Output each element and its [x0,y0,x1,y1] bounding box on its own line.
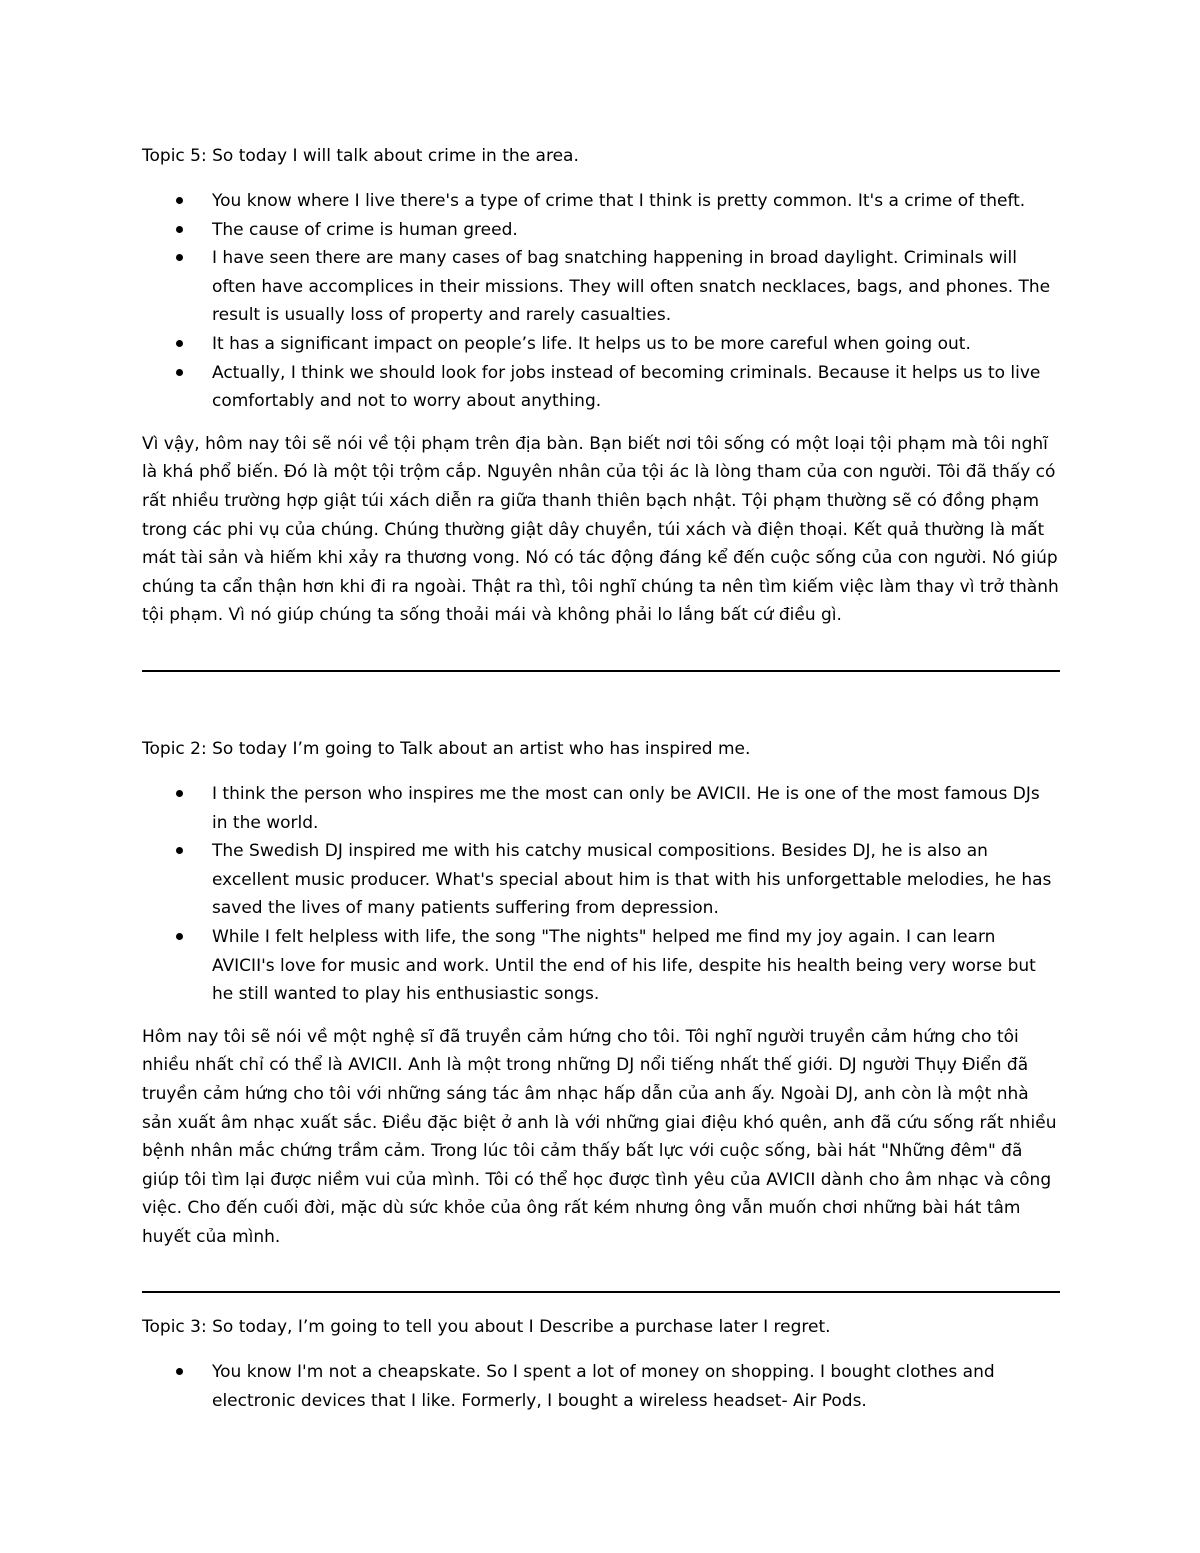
topic-5-vietnamese-paragraph: Vì vậy, hôm nay tôi sẽ nói về tội phạm trên địa bàn. Bạn biết nơi tôi sống có một loại tội phạm mà tôi nghĩ là khá phổ biến. Đó là một tội trộm cắp. Nguyên nhân của tội ác là lòng tham của con người. Tôi đã thấy có rất nhiều trường hợp giật túi xách diễn ra giữa thanh thiên bạch nhật. Tội phạm thường sẽ có đồng phạm trong các phi vụ của chúng. Chúng thường giật dây chuyền, túi xách và điện thoại. Kết quả thường là mất mát tài sản và hiếm khi xảy ra thương vong. Nó có tác động đáng kể đến cuộc sống của con người. Nó giúp chúng ta cẩn thận hơn khi đi ra ngoài. Thật ra thì, tôi nghĩ chúng ta nên tìm kiếm việc làm thay vì trở thành tội phạm. Vì nó giúp chúng ta sống thoải mái và không phải lo lắng bất cứ điều gì. [142,433,1059,626]
topic-5-bullet-list [142,187,1060,416]
topic-2-bullet-list [142,780,1060,1009]
bullet-icon [176,254,183,261]
topic-2-heading: Topic 2: So today I’m going to Talk about an artist who has inspired me. [142,739,751,759]
list-item-text: The cause of crime is human greed. [212,219,518,240]
list-item [142,923,1060,1009]
list-item [142,244,1060,330]
list-item [142,837,1060,923]
bullet-icon [176,933,183,940]
bullet-icon [176,340,183,347]
list-item-text: You know where I live there's a type of crime that I think is pretty common. It's a crime of theft. [212,191,1026,211]
list-item [142,216,1060,245]
list-item [142,187,1060,216]
topic-2-vietnamese-paragraph: Hôm nay tôi sẽ nói về một nghệ sĩ đã truyền cảm hứng cho tôi. Tôi nghĩ người truyền cảm hứng cho tôi nhiều nhất chỉ có thể là AVICII. Anh là một trong những DJ nổi tiếng nhất thế giới. DJ người Thụy Điển đã truyền cảm hứng cho tôi với những sáng tác âm nhạc hấp dẫn của anh ấy. Ngoài DJ, anh còn là một nhà sản xuất âm nhạc xuất sắc. Điều đặc biệt ở anh là với những giai điệu khó quên, anh đã cứu sống rất nhiều bệnh nhân mắc chứng trầm cảm. Trong lúc tôi cảm thấy bất lực với cuộc sống, bài hát "Những đêm" đã giúp tôi tìm lại được niềm vui của mình. Tôi có thể học được tình yêu của AVICII dành cho âm nhạc và công việc. Cho đến cuối đời, mặc dù sức khỏe của ông rất kém nhưng ông vẫn muốn chơi những bài hát tâm huyết của mình. [142,1026,1057,1247]
bullet-icon [176,226,183,233]
list-item-text: You know I'm not a cheapskate. So I spent a lot of money on shopping. I bought clothes and electronic devices that I like. Formerly, I bought a wireless headset- Air Pods. [212,1362,995,1411]
topic-5-heading: Topic 5: So today I will talk about crime in the area. [142,146,579,166]
topic-3-heading: Topic 3: So today, I’m going to tell you about I Describe a purchase later I regret. [142,1317,831,1337]
list-item-text: While I felt helpless with life, the song "The nights" helped me find my joy again. I can learn AVICII's love for music and work. Until the end of his life, despite his health being very worse but he still wanted to play his enthusiastic songs. [212,926,1036,1005]
document-page [142,0,1060,1553]
topic-5-section [142,145,1060,630]
section-divider [142,1291,1060,1293]
bullet-icon [176,847,183,854]
bullet-icon [176,369,183,376]
list-item [142,330,1060,359]
section-divider [142,670,1060,672]
bullet-icon [176,197,183,204]
bullet-icon [176,1368,183,1375]
list-item-text: I think the person who inspires me the most can only be AVICII. He is one of the most famous DJs in the world. [212,784,1040,833]
list-item [142,1358,1060,1415]
topic-3-bullet-list [142,1358,1060,1415]
list-item [142,359,1060,416]
list-item-text: I have seen there are many cases of bag snatching happening in broad daylight. Criminals will often have accomplices in their missions. They will often snatch necklaces, bags, and phones. The result is usually loss of property and rarely casualties. [212,248,1051,326]
list-item [142,780,1060,837]
list-item-text: The Swedish DJ inspired me with his catchy musical compositions. Besides DJ, he is also an excellent music producer. What's special about him is that with his unforgettable melodies, he has saved the lives of many patients suffering from depression. [212,841,1052,919]
topic-3-section [142,1316,1060,1415]
topic-2-section [142,738,1060,1252]
list-item-text: Actually, I think we should look for jobs instead of becoming criminals. Because it helps us to live comfortably and not to worry about anything. [212,362,1041,412]
bullet-icon [176,790,183,797]
list-item-text: It has a significant impact on people’s life. It helps us to be more careful when going out. [212,333,971,354]
